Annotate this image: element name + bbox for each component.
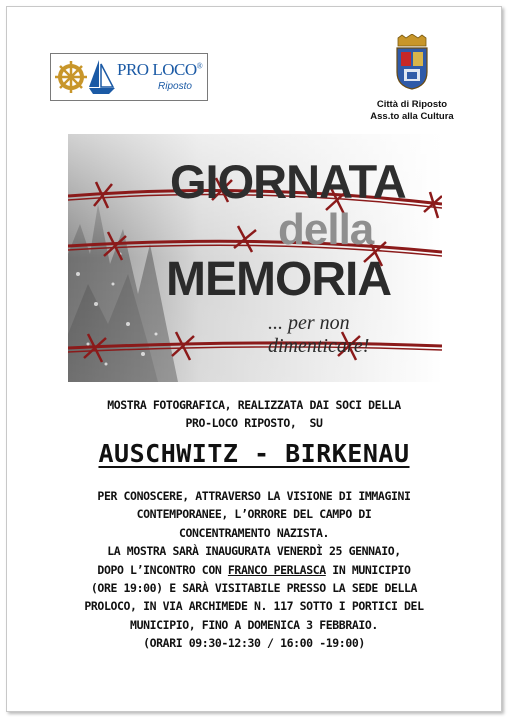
exhibition-title: AUSCHWITZ - BIRKENAU — [98, 439, 410, 468]
intro-line: PRO-LOCO RIPOSTO, SU — [185, 416, 323, 430]
city-name: Città di Riposto — [376, 99, 448, 110]
intro-line: MOSTRA FOTOGRAFICA, REALIZZATA DAI SOCI DELLA — [107, 398, 401, 412]
body-line: PER CONOSCERE, ATTRAVERSO LA VISIONE DI IMMAGINI — [97, 489, 411, 503]
body-line: PROLOCO, IN VIA ARCHIMEDE N. 117 SOTTO I PORTICI DEL — [84, 599, 424, 614]
body-line: MUNICIPIO, FINO A DOMENICA 3 FEBBRAIO. — [130, 617, 378, 632]
body-text — [0, 487, 508, 653]
body-line: CONTEMPORANEE, L’ORRORE DEL CAMPO DI — [136, 507, 372, 522]
body-line: (ORE 19:00) E SARÀ VISITABILE PRESSO LA SEDE DELLA — [90, 581, 418, 596]
body-line: LA MOSTRA SARÀ INAUGURATA VENERDÌ 25 GENNAIO, — [107, 544, 401, 559]
logo-town: Riposto — [158, 81, 192, 92]
ship-wheel-icon — [51, 54, 117, 100]
pro-loco-logo — [50, 53, 208, 101]
banner-word-giornata: GIORNATA — [170, 155, 406, 208]
banner-word-memoria: MEMORIA — [166, 253, 391, 306]
body-line: DOPO L’INCONTRO CON FRANCO PERLASCA IN MUNICIPIO — [97, 562, 411, 577]
city-label — [356, 99, 468, 123]
logo-name: PRO LOCO® — [117, 60, 203, 79]
banner-image — [68, 134, 442, 382]
coat-of-arms-icon — [392, 34, 432, 90]
body-line: CONCENTRAMENTO NAZISTA. — [178, 525, 330, 540]
city-department: Ass.to alla Cultura — [370, 111, 454, 122]
opening-hours: (ORARI 09:30-12:30 / 16:00 -19:00) — [143, 636, 365, 651]
banner-word-della: della — [278, 205, 374, 254]
intro-text — [0, 396, 508, 432]
speaker-name: FRANCO PERLASCA — [227, 562, 326, 577]
banner-subtitle: ... per non dimenticare! — [268, 312, 370, 357]
